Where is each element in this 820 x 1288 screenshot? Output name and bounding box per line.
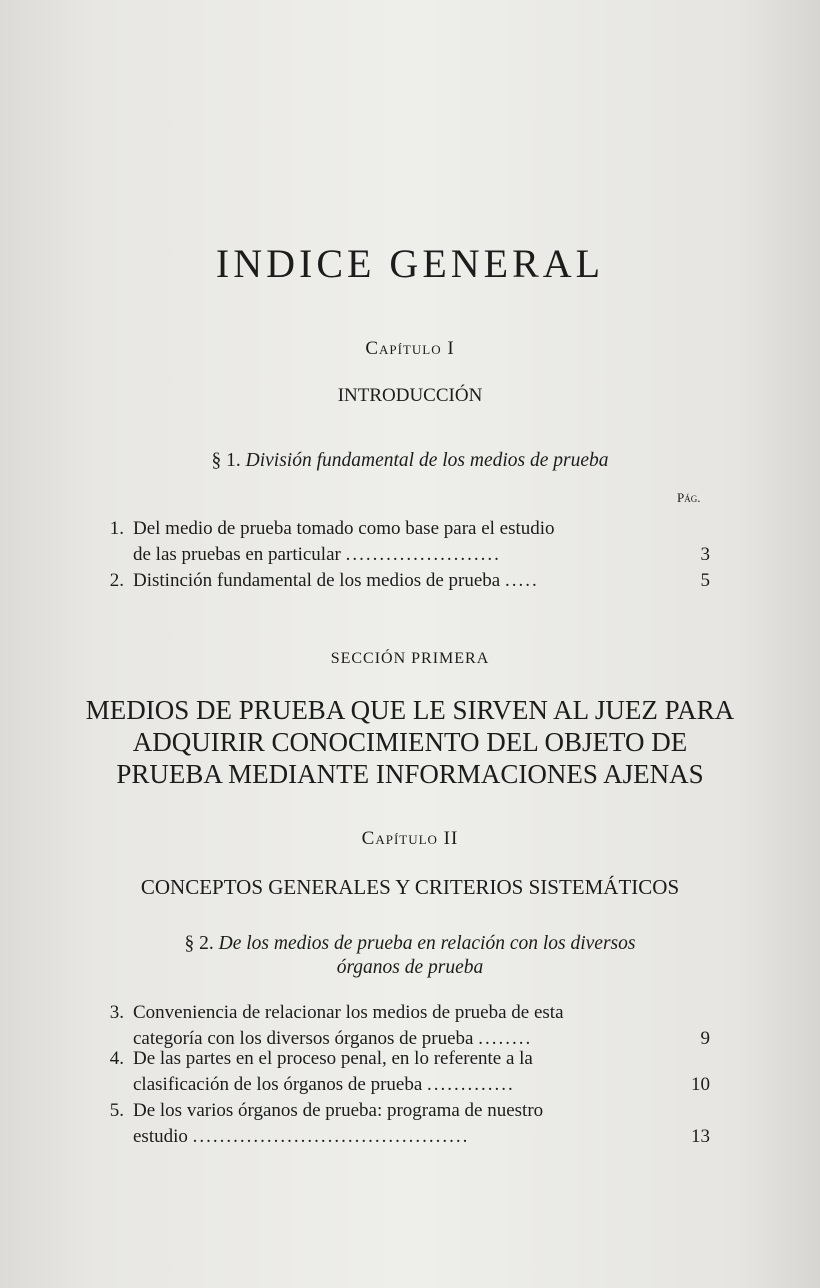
chapter-2-title: CONCEPTOS GENERALES Y CRITERIOS SISTEMÁTICOS	[140, 875, 680, 899]
entry-number: 5.	[109, 1100, 124, 1121]
section-primera-title	[0, 694, 820, 790]
entry-page: 13	[691, 1126, 710, 1147]
section-title-line: PRUEBA MEDIANTE INFORMACIONES AJENAS	[116, 759, 704, 789]
section-2-heading	[0, 932, 820, 980]
section-1-number: § 1.	[211, 450, 241, 471]
section-1-title: División fundamental de los medios de prueba	[245, 450, 609, 471]
entry-page: 9	[700, 1028, 710, 1049]
entry-page: 5	[700, 570, 710, 591]
section-2-title-line2: órganos de prueba	[336, 957, 484, 978]
chapter-2-label: Capítulo II	[361, 828, 459, 849]
page-column-header: Pág.	[677, 490, 701, 505]
section-primera-label: SECCIÓN PRIMERA	[330, 650, 490, 667]
entry-text-line1: De las partes en el proceso penal, en lo referente a la	[133, 1048, 533, 1069]
entry-page: 3	[700, 544, 710, 565]
chapter-1-label: Capítulo I	[365, 338, 455, 359]
page-title: INDICE GENERAL	[215, 241, 605, 286]
entry-number: 1.	[109, 518, 124, 539]
entry-page: 10	[691, 1074, 710, 1095]
entry-number: 2.	[109, 570, 124, 591]
section-title-line: MEDIOS DE PRUEBA QUE LE SIRVEN AL JUEZ PARA	[85, 695, 735, 725]
entry-text-line2: estudio .........................................	[133, 1126, 470, 1147]
entry-text-line2: clasificación de los órganos de prueba .............	[133, 1074, 515, 1095]
section-1-heading	[0, 450, 820, 472]
entry-text-line1: Distinción fundamental de los medios de prueba .....	[133, 570, 539, 591]
entry-text-line1: Conveniencia de relacionar los medios de prueba de esta	[133, 1002, 564, 1023]
entry-number: 3.	[109, 1002, 124, 1023]
entry-text-line1: Del medio de prueba tomado como base para el estudio	[133, 518, 555, 539]
section-2-title-line1: De los medios de prueba en relación con los diversos	[218, 933, 636, 954]
chapter-1-title: INTRODUCCIÓN	[337, 385, 483, 406]
entry-text-line1: De los varios órganos de prueba: programa de nuestro	[133, 1100, 544, 1121]
section-2-number: § 2.	[184, 933, 214, 954]
entry-text-line2: categoría con los diversos órganos de prueba ........	[133, 1028, 533, 1049]
entry-number: 4.	[109, 1048, 124, 1069]
entry-text-line2: de las pruebas en particular .......................	[133, 544, 501, 565]
section-title-line: ADQUIRIR CONOCIMIENTO DEL OBJETO DE	[132, 727, 688, 757]
